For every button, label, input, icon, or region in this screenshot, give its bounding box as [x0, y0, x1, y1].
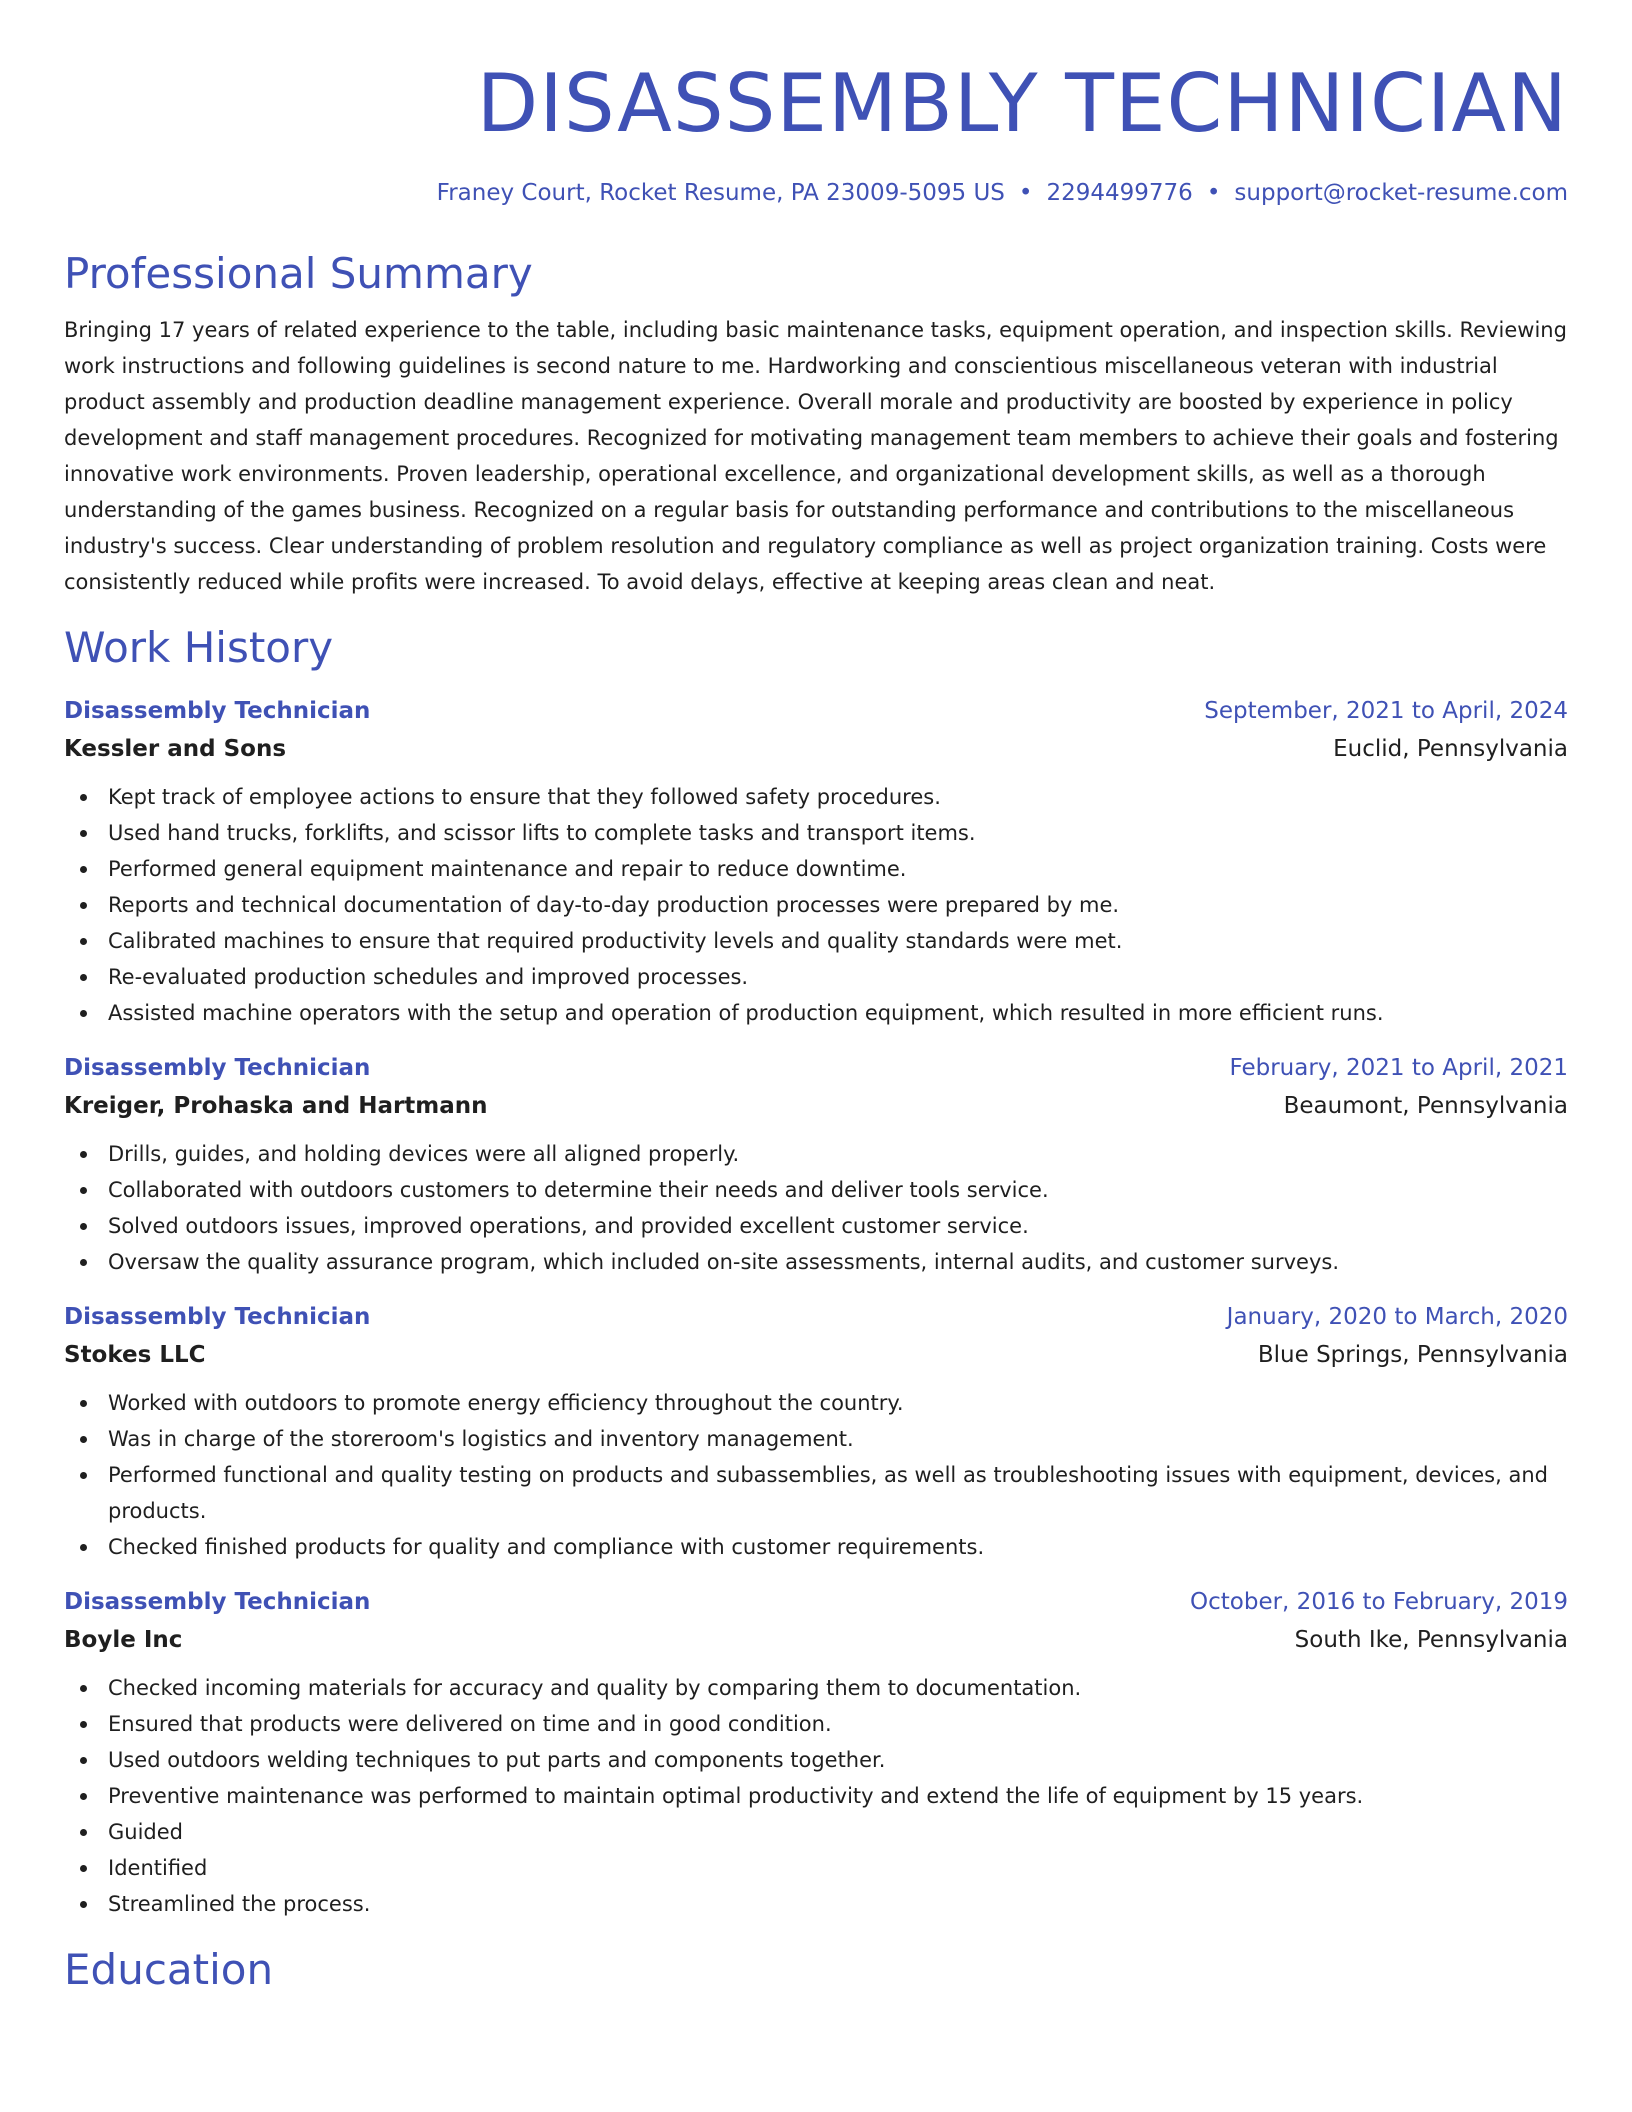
job-bullet: Performed general equipment maintenance and repair to reduce downtime.	[64, 851, 1568, 887]
job-bullet: Used hand trucks, forklifts, and scissor lifts to complete tasks and transport items.	[64, 815, 1568, 851]
section-title-summary: Professional Summary	[64, 249, 533, 298]
job-bullet: Re-evaluated production schedules and improved processes.	[64, 959, 1568, 995]
job-title: Disassembly Technician	[64, 1589, 371, 1615]
job-location: Euclid, Pennsylvania	[1333, 736, 1568, 762]
job-employer-row	[64, 730, 1568, 768]
job-location: South Ike, Pennsylvania	[1294, 1627, 1568, 1653]
job-dates: February, 2021 to April, 2021	[1229, 1055, 1568, 1081]
job-bullet: Checked incoming materials for accuracy and quality by comparing them to documentation.	[64, 1670, 1568, 1706]
job-bullet: Streamlined the process.	[64, 1886, 1568, 1922]
job-dates: October, 2016 to February, 2019	[1190, 1589, 1568, 1615]
job-bullets	[64, 779, 1568, 1031]
job-bullet: Checked finished products for quality and compliance with customer requirements.	[64, 1529, 1568, 1565]
job-entry	[64, 1049, 1568, 1280]
job-bullet: Reports and technical documentation of day-to-day production processes were prepared by me.	[64, 887, 1568, 923]
job-bullet: Was in charge of the storeroom's logistics and inventory management.	[64, 1421, 1568, 1457]
job-bullet: Solved outdoors issues, improved operations, and provided excellent customer service.	[64, 1208, 1568, 1244]
job-entry	[64, 1298, 1568, 1565]
job-bullet: Collaborated with outdoors customers to determine their needs and deliver tools service.	[64, 1172, 1568, 1208]
contact-address: Franey Court, Rocket Resume, PA 23009-5095 US	[436, 180, 1005, 206]
job-employer-row	[64, 1336, 1568, 1374]
job-entry	[64, 1583, 1568, 1922]
job-title: Disassembly Technician	[64, 698, 371, 724]
job-title: Disassembly Technician	[64, 1304, 371, 1330]
job-company: Kessler and Sons	[64, 736, 287, 762]
job-employer-row	[64, 1621, 1568, 1659]
job-bullets	[64, 1385, 1568, 1565]
job-location: Blue Springs, Pennsylvania	[1257, 1342, 1568, 1368]
job-bullet: Ensured that products were delivered on time and in good condition.	[64, 1706, 1568, 1742]
job-bullets	[64, 1670, 1568, 1922]
job-header-row	[64, 692, 1568, 730]
job-company: Boyle Inc	[64, 1627, 183, 1653]
job-dates: September, 2021 to April, 2024	[1204, 698, 1568, 724]
job-bullet: Drills, guides, and holding devices were all aligned properly.	[64, 1136, 1568, 1172]
job-employer-row	[64, 1087, 1568, 1125]
contact-separator: •	[1018, 180, 1033, 206]
section-title-education: Education	[64, 1945, 274, 1994]
contact-email[interactable]: support@rocket-resume.com	[1234, 180, 1568, 206]
job-company: Kreiger, Prohaska and Hartmann	[64, 1093, 488, 1119]
job-company: Stokes LLC	[64, 1342, 206, 1368]
job-location: Beaumont, Pennsylvania	[1283, 1093, 1568, 1119]
job-bullet: Worked with outdoors to promote energy efficiency throughout the country.	[64, 1385, 1568, 1421]
job-entry	[64, 692, 1568, 1031]
job-bullet: Used outdoors welding techniques to put parts and components together.	[64, 1742, 1568, 1778]
job-header-row	[64, 1583, 1568, 1621]
job-bullet: Performed functional and quality testing on products and subassemblies, as well as troubleshooting issues with equipment, devices, and products.	[64, 1457, 1568, 1529]
candidate-name: DISASSEMBLY TECHNICIAN	[476, 57, 1568, 150]
contact-line	[64, 178, 1568, 208]
job-bullets	[64, 1136, 1568, 1280]
job-bullet: Identified	[64, 1850, 1568, 1886]
job-header-row	[64, 1298, 1568, 1336]
job-dates: January, 2020 to March, 2020	[1226, 1304, 1568, 1330]
job-bullet: Assisted machine operators with the setup and operation of production equipment, which resulted in more efficient runs.	[64, 995, 1568, 1031]
contact-separator: •	[1206, 180, 1221, 206]
resume-page	[64, 0, 1568, 1996]
job-header-row	[64, 1049, 1568, 1087]
job-bullet: Calibrated machines to ensure that required productivity levels and quality standards were met.	[64, 923, 1568, 959]
job-list	[64, 692, 1568, 1922]
job-title: Disassembly Technician	[64, 1055, 371, 1081]
section-title-work-history: Work History	[64, 623, 334, 672]
job-bullet: Kept track of employee actions to ensure that they followed safety procedures.	[64, 779, 1568, 815]
job-bullet: Oversaw the quality assurance program, which included on-site assessments, internal audits, and customer surveys.	[64, 1244, 1568, 1280]
contact-phone: 2294499776	[1046, 180, 1193, 206]
summary-text: Bringing 17 years of related experience to the table, including basic maintenance tasks, equipment operation, and inspection skills. Reviewing work instructions and following guidelines is second nature to me. Hardworking and conscientious miscellaneous veteran with industrial product assembly and production deadline management experience. Overall morale and productivity are boosted by experience in policy development and staff management procedures. Recognized for motivating management team members to achieve their goals and fostering innovative work environments. Proven leadership, operational excellence, and organizational development skills, as well as a thorough understanding of the games business. Recognized on a regular basis for outstanding performance and contributions to the miscellaneous industry's success. Clear understanding of problem resolution and regulatory compliance as well as project organization training. Costs were consistently reduced while profits were increased. To avoid delays, effective at keeping areas clean and neat.	[64, 318, 1567, 594]
job-bullet: Preventive maintenance was performed to maintain optimal productivity and extend the life of equipment by 15 years.	[64, 1778, 1568, 1814]
job-bullet: Guided	[64, 1814, 1568, 1850]
